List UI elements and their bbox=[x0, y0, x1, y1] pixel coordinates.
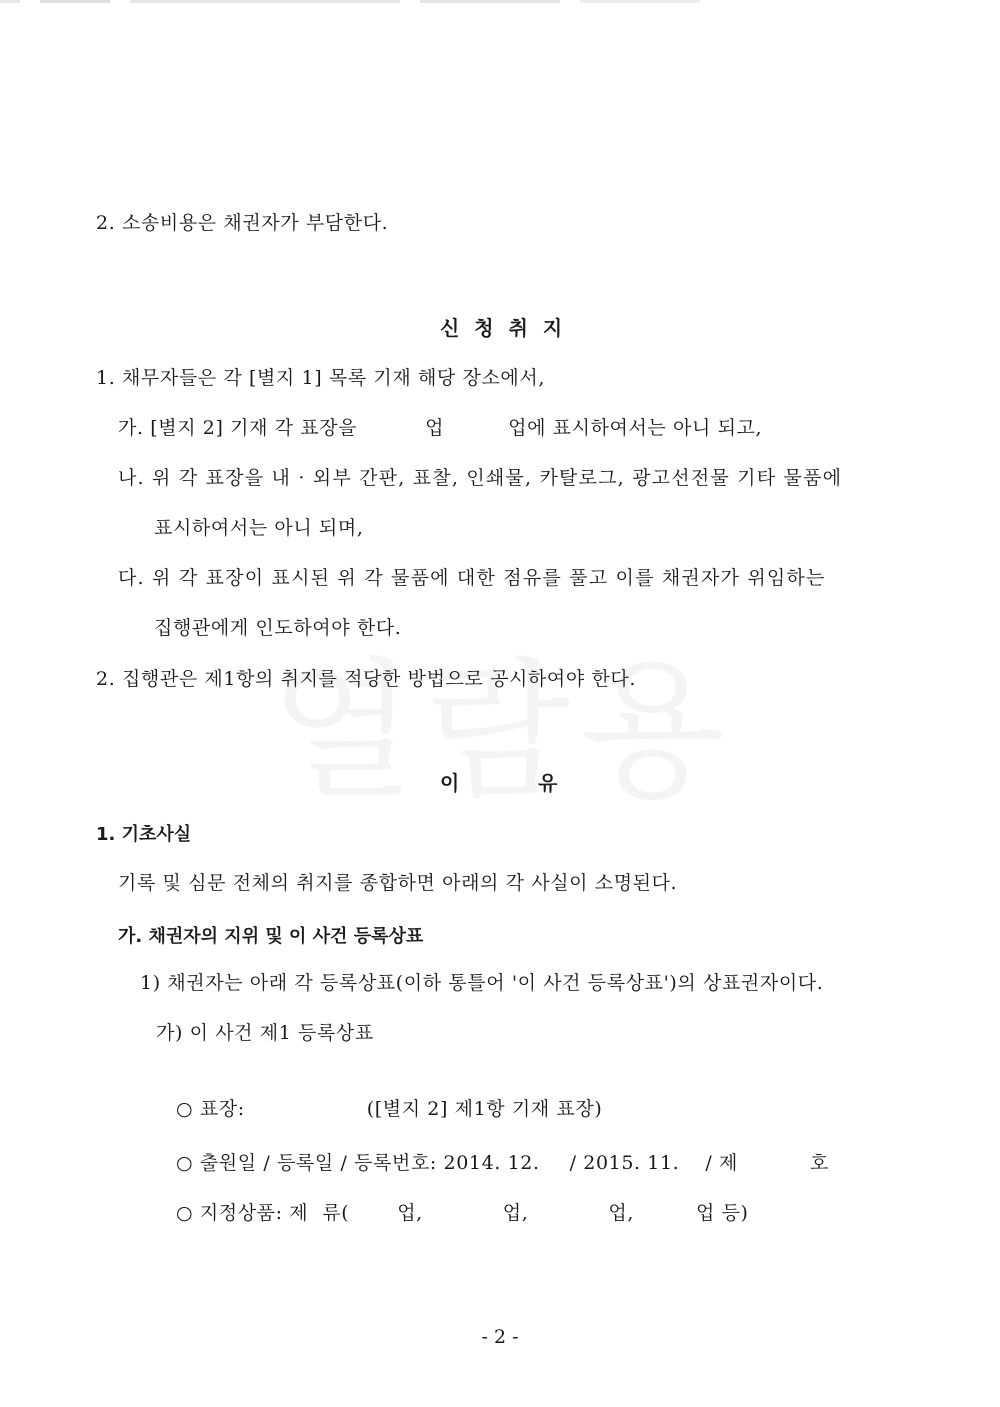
bullet-goods-part-e: 업, bbox=[608, 1202, 634, 1224]
bullet-goods-part-c: 업, bbox=[397, 1202, 423, 1224]
purpose-item-1-ga-part-b: 업 bbox=[425, 417, 445, 439]
bullet-goods-part-d: 업, bbox=[502, 1202, 529, 1224]
bullet-goods-part-a: ○ 지정상품: 제 bbox=[176, 1202, 309, 1224]
section-1-title: 1. 기초사실 bbox=[96, 824, 192, 845]
scan-top-artifact bbox=[0, 0, 1000, 3]
bullet-dates-part-b: / 2015. 11. bbox=[569, 1152, 680, 1174]
page-number: - 2 - bbox=[481, 1326, 519, 1348]
subsection-ga-title: 가. 채권자의 지위 및 이 사건 등록상표 bbox=[118, 926, 424, 947]
purpose-item-1-da-line-1: 다. 위 각 표장이 표시된 위 각 물품에 대한 점유를 풀고 이를 채권자가 위임하는 bbox=[118, 567, 826, 589]
purpose-item-1-na-line-2: 표시하여서는 아니 되며, bbox=[154, 517, 364, 539]
bullet-mark-value: ([별지 2] 제1항 기재 표장) bbox=[366, 1098, 603, 1120]
bullet-goods bbox=[176, 1200, 749, 1226]
purpose-item-1-na-line-1: 나. 위 각 표장을 내 · 외부 간판, 표찰, 인쇄물, 카탈로그, 광고선전물 기타 물품에 bbox=[118, 467, 843, 489]
watermark bbox=[270, 610, 735, 826]
bullet-goods-part-f: 업 등) bbox=[695, 1202, 749, 1224]
purpose-item-1-ga-part-a: 가. [별지 2] 기재 각 표장을 bbox=[118, 417, 358, 439]
purpose-item-1: 1. 채무자들은 각 [별지 1] 목록 기재 해당 장소에서, bbox=[96, 367, 545, 389]
relief-item-2: 2. 소송비용은 채권자가 부담한다. bbox=[96, 212, 389, 234]
reasons-title-part-1: 이 bbox=[440, 771, 460, 795]
bullet-dates-part-d: 호 bbox=[809, 1152, 829, 1174]
bullet-dates-part-c: / 제 bbox=[705, 1152, 738, 1174]
purpose-item-1-da-line-2: 집행관에게 인도하여야 한다. bbox=[154, 617, 402, 639]
purpose-item-1-ga-part-c: 업에 표시하여서는 아니 되고, bbox=[508, 417, 763, 439]
bullet-dates-part-a: ○ 출원일 / 등록일 / 등록번호: 2014. 12. bbox=[176, 1152, 540, 1174]
bullet-goods-part-b: 류( bbox=[322, 1202, 350, 1224]
reasons-title-part-2: 유 bbox=[538, 771, 558, 795]
item-1: 1) 채권자는 아래 각 등록상표(이하 통틀어 '이 사건 등록상표')의 상표권자이다. bbox=[140, 972, 824, 994]
purpose-item-2: 2. 집행관은 제1항의 취지를 적당한 방법으로 공시하여야 한다. bbox=[96, 668, 637, 690]
purpose-item-1-ga bbox=[118, 415, 762, 441]
item-ga: 가) 이 사건 제1 등록상표 bbox=[156, 1022, 374, 1044]
bullet-dates bbox=[176, 1150, 829, 1176]
bullet-mark bbox=[176, 1096, 602, 1122]
application-purpose-title: 신 청 취 지 bbox=[440, 316, 567, 340]
section-1-intro: 기록 및 심문 전체의 취지를 종합하면 아래의 각 사실이 소명된다. bbox=[118, 872, 678, 894]
bullet-mark-label: ○ 표장: bbox=[176, 1098, 245, 1120]
